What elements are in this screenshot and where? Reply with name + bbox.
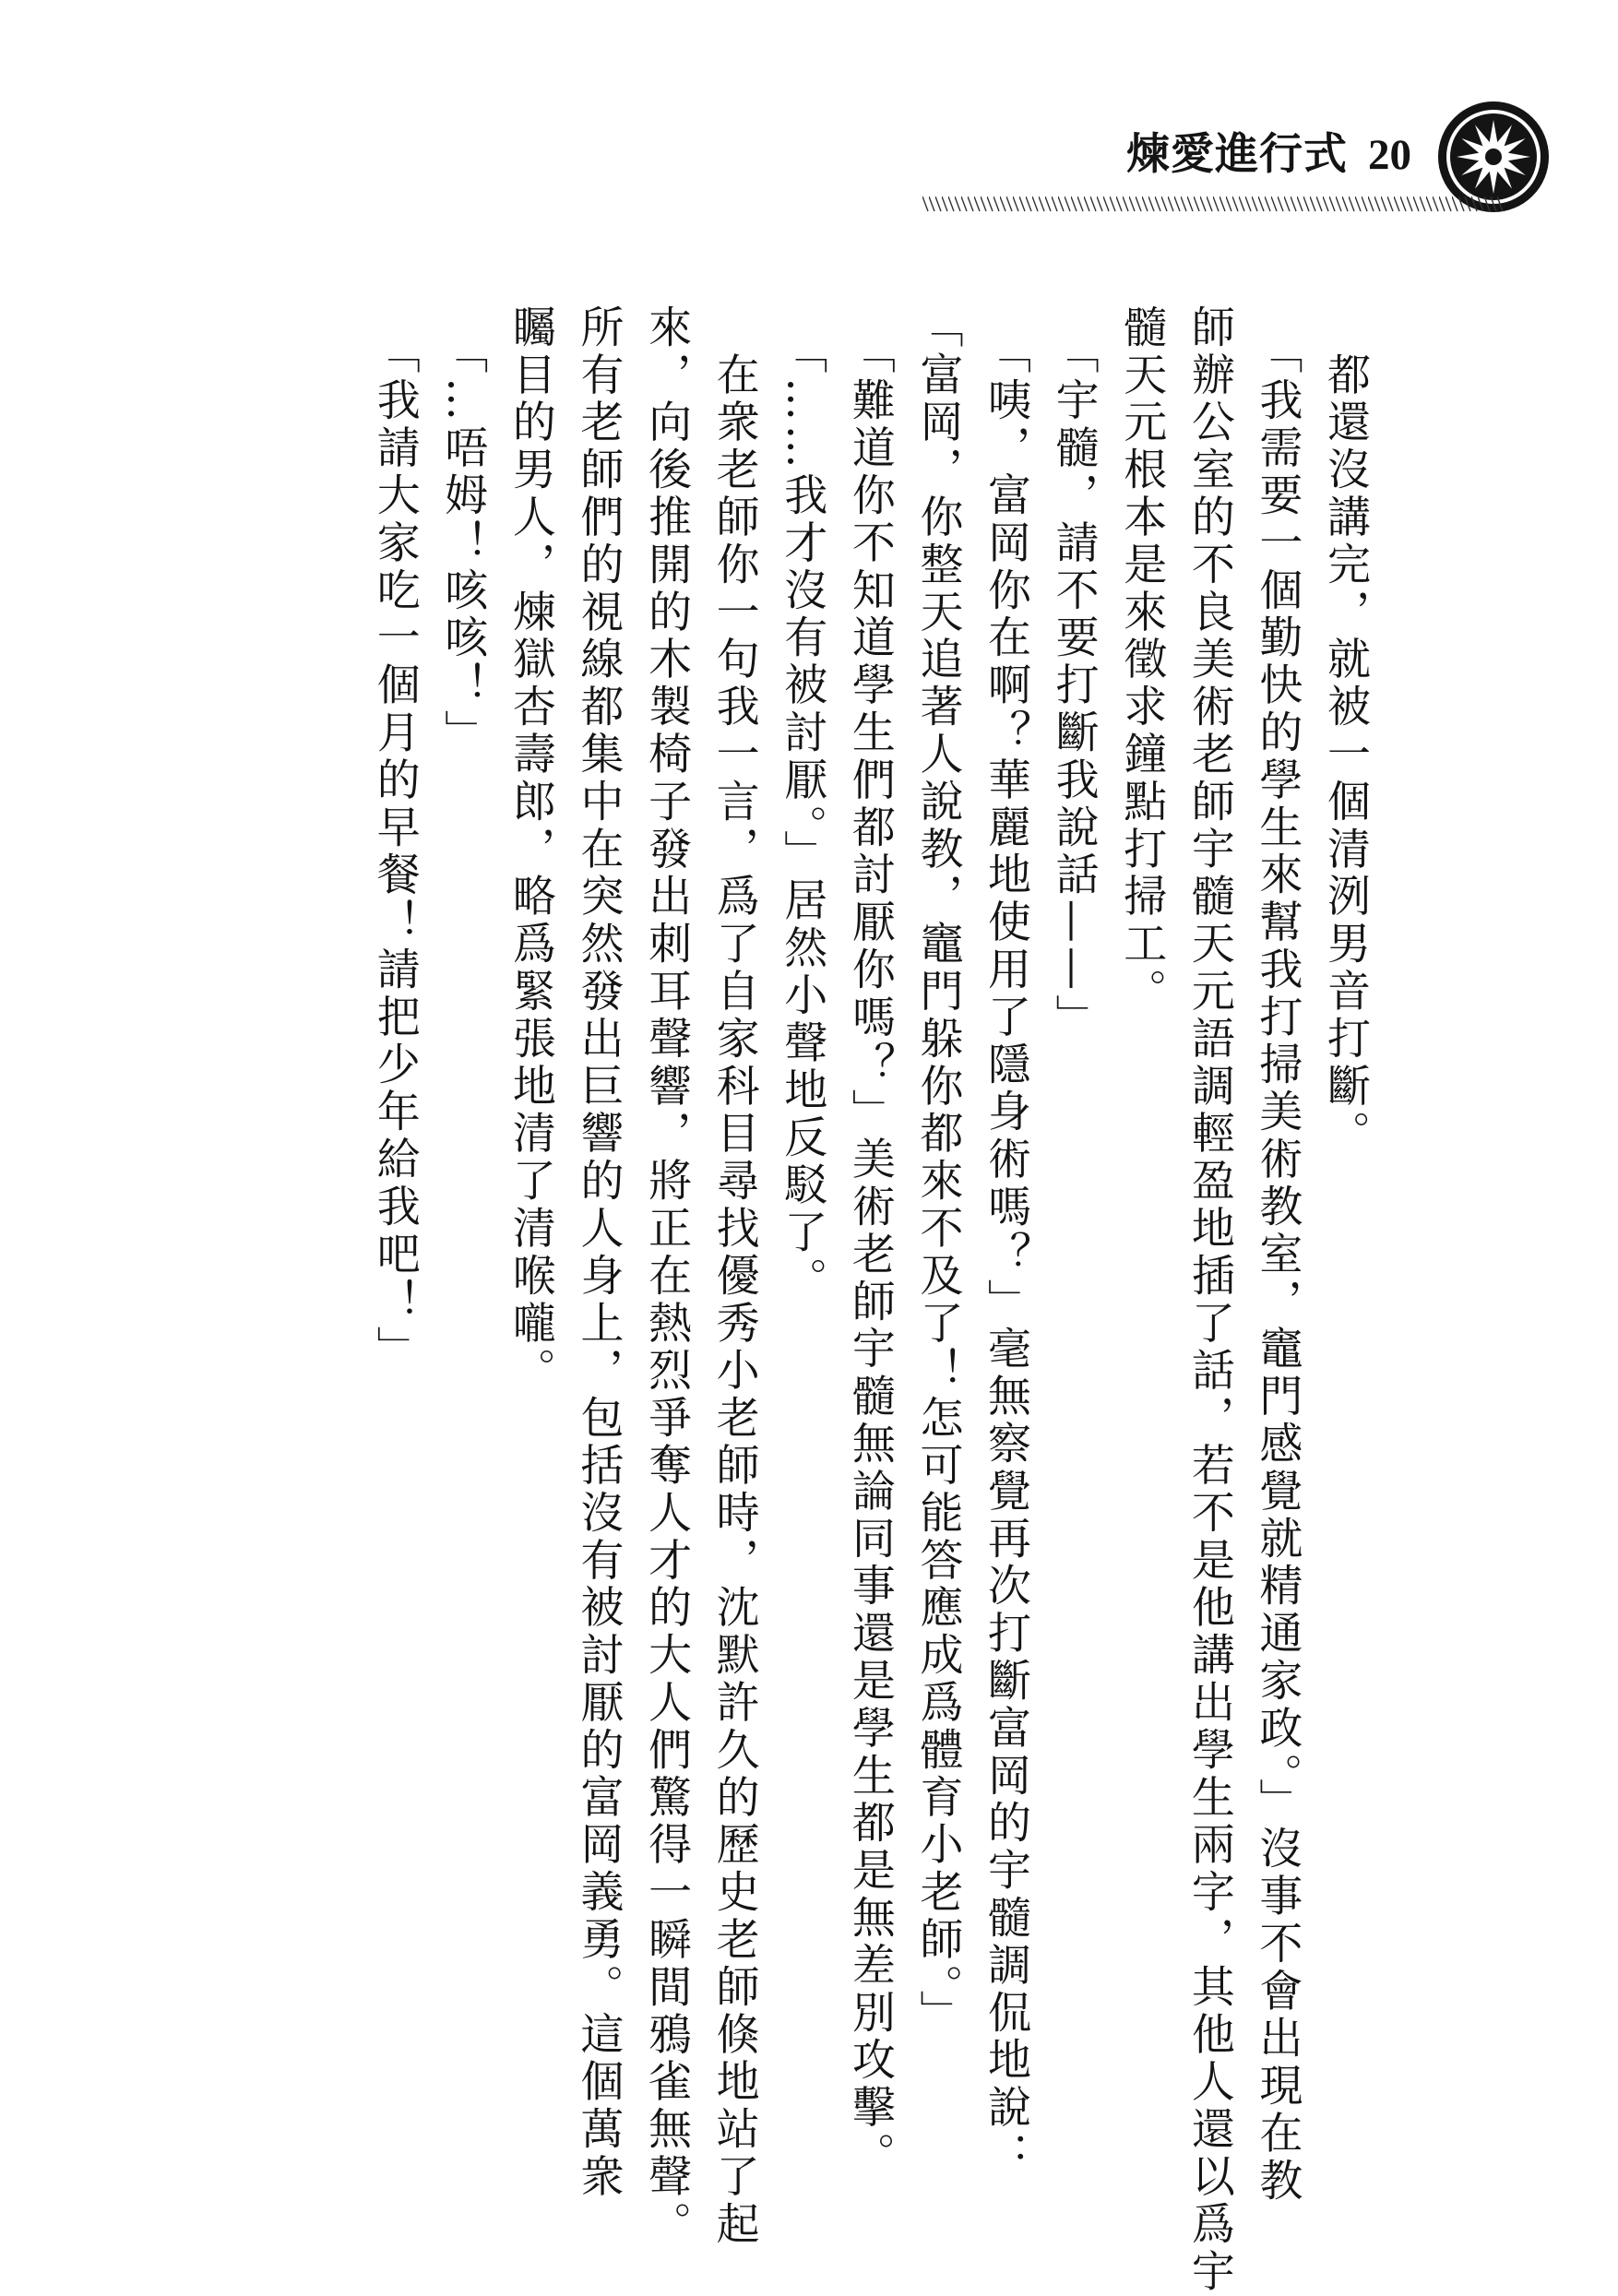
- text-line: 「宇髓，請不要打斷我說話——」: [1048, 304, 1100, 1041]
- body-text-vertical: [304, 304, 1379, 2296]
- text-line: 所有老師們的視線都集中在突然發出巨響的人身上，包括沒有被討厭的富岡義勇。這個萬衆: [573, 304, 625, 2201]
- text-line: 來，向後推開的木製椅子發出刺耳聲響，將正在熱烈爭奪人才的大人們驚得一瞬間鴉雀無聲。: [641, 304, 693, 2249]
- text-line: 「富岡，你整天追著人說教，竈門躲你都來不及了！怎可能答應成爲體育小老師。」: [912, 304, 964, 2038]
- text-line: 「我請大家吃一個月的早餐！請把少年給我吧！」: [369, 304, 421, 1374]
- text-line: 矚目的男人，煉獄杏壽郎，略爲緊張地清了清喉嚨。: [505, 304, 556, 1396]
- text-line: 「我需要一個勤快的學生來幫我打掃美術教室，竈門感覺就精通家政。」沒事不會出現在教: [1252, 304, 1303, 2206]
- text-line: 師辦公室的不良美術老師宇髓天元語調輕盈地插了話，若不是他講出學生兩字，其他人還以爲宇: [1184, 304, 1235, 2296]
- text-line: 「咦，富岡你在啊？華麗地使用了隱身術嗎？」毫無察覺再次打斷富岡的宇髓調侃地說：: [981, 304, 1032, 2180]
- header-hatched-rule: [922, 196, 1504, 212]
- text-line: 在衆老師你一句我一言，爲了自家科目尋找優秀小老師時，沈默許久的歷史老師倏地站了起: [708, 304, 760, 2249]
- text-line: 「……我才沒有被討厭。」居然小聲地反駁了。: [777, 304, 828, 1304]
- text-line: 都還沒講完，就被一個清洌男音打斷。: [1320, 304, 1371, 1159]
- text-line: 「難道你不知道學生們都討厭你嗎？」美術老師宇髓無論同事還是學生都是無差別攻擊。: [844, 304, 896, 2180]
- page-number: 20: [1368, 131, 1411, 179]
- text-line: 髓天元根本是來徵求鐘點打掃工。: [1116, 304, 1168, 1016]
- running-header: [1070, 118, 1411, 192]
- book-title: 煉愛進行式: [1126, 129, 1348, 180]
- text-line: 「…唔姆！咳咳！」: [437, 304, 489, 757]
